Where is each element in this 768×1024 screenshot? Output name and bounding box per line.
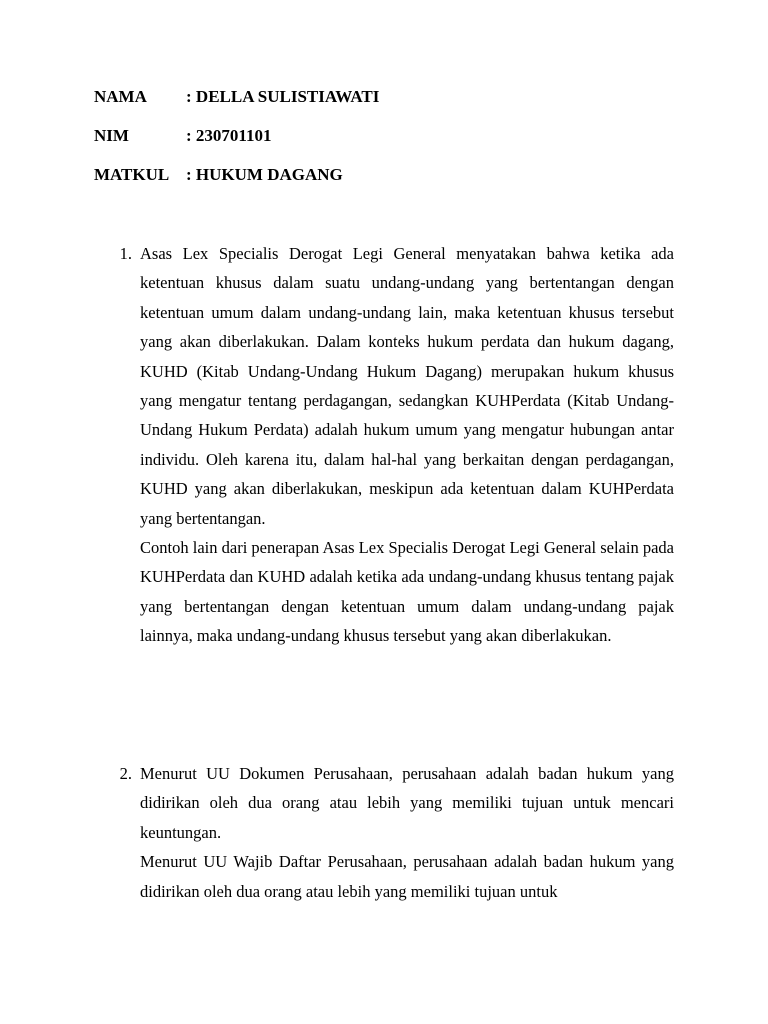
item-paragraph: Menurut UU Dokumen Perusahaan, perusahaan adalah badan hukum yang didirikan oleh dua orang atau lebih yang memiliki tujuan untuk mencari keuntungan. [140, 764, 674, 842]
nama-value: : DELLA SULISTIAWATI [186, 87, 380, 106]
list-item [94, 239, 674, 651]
matkul-row [94, 164, 379, 203]
student-info-header [94, 86, 379, 203]
matkul-value: : HUKUM DAGANG [186, 165, 343, 184]
nim-value: : 230701101 [186, 126, 272, 145]
item-paragraph: Contoh lain dari penerapan Asas Lex Specialis Derogat Legi General selain pada KUHPerdata dan KUHD adalah ketika ada undang-undang khusus tentang pajak yang bertentangan dengan ketentuan umum dalam undang-undang pajak lainnya, maka undang-undang khusus tersebut yang akan diberlakukan. [140, 538, 674, 646]
nama-row [94, 86, 379, 125]
item-paragraph: Asas Lex Specialis Derogat Legi General menyatakan bahwa ketika ada ketentuan khusus dalam suatu undang-undang yang bertentangan dengan ketentuan umum dalam undang-undang lain, maka ketentuan khusus tersebut yang akan diberlakukan. Dalam konteks hukum perdata dan hukum dagang, KUHD (Kitab Undang-Undang Hukum Dagang) merupakan hukum khusus yang mengatur tentang perdagangan, sedangkan KUHPerdata (Kitab Undang-Undang Hukum Perdata) adalah hukum umum yang mengatur hubungan antar individu. Oleh karena itu, dalam hal-hal yang berkaitan dengan perdagangan, KUHD yang akan diberlakukan, meskipun ada ketentuan dalam KUHPerdata yang bertentangan. [140, 244, 674, 528]
item-body [140, 759, 674, 906]
item-number: 1. [119, 244, 132, 263]
nim-label: NIM [94, 126, 129, 145]
answer-list-item-2 [94, 759, 674, 906]
nim-row [94, 125, 379, 164]
item-number: 2. [119, 764, 132, 783]
answer-list-item-1 [94, 239, 674, 651]
matkul-label: MATKUL [94, 165, 170, 184]
list-item [94, 759, 674, 906]
nama-label: NAMA [94, 87, 147, 106]
item-body [140, 239, 674, 651]
item-paragraph: Menurut UU Wajib Daftar Perusahaan, perusahaan adalah badan hukum yang didirikan oleh dua orang atau lebih yang memiliki tujuan untuk [140, 852, 674, 901]
